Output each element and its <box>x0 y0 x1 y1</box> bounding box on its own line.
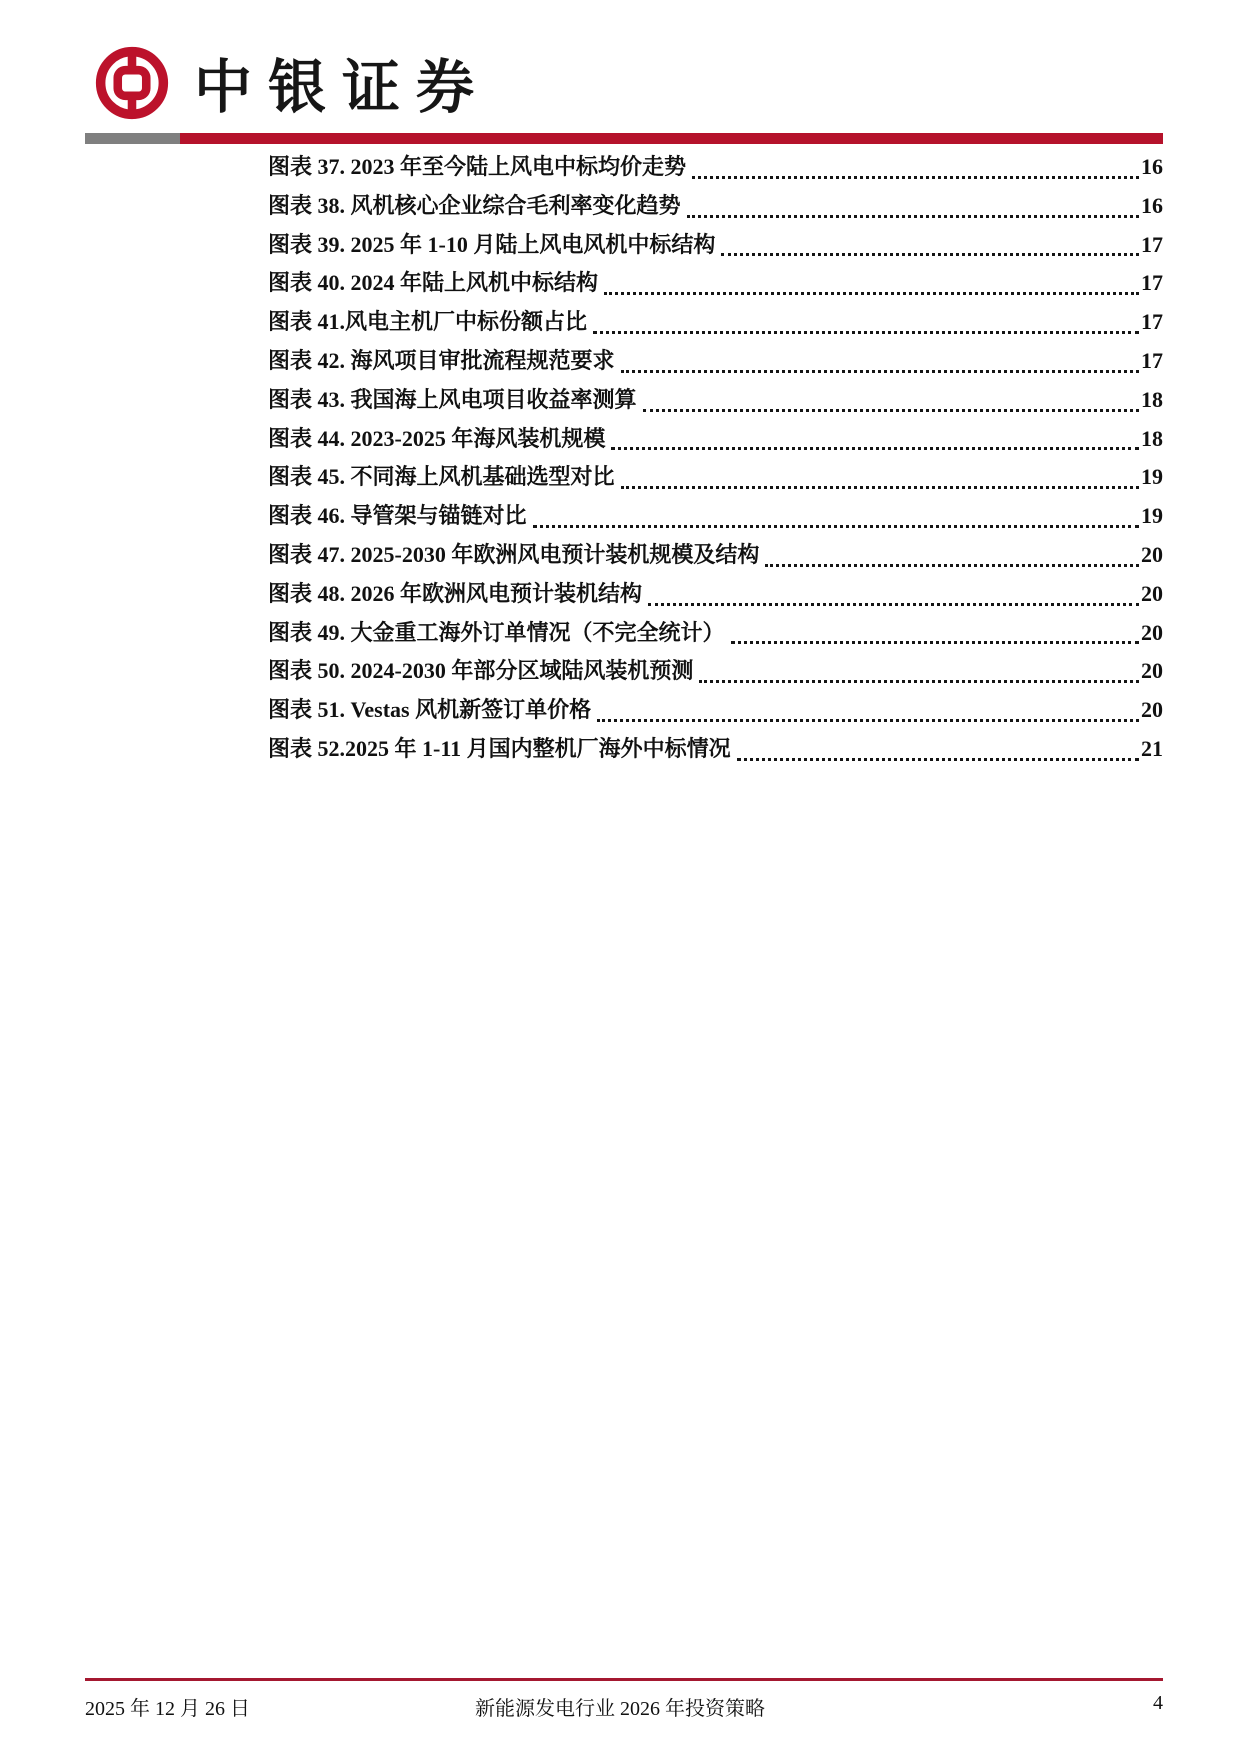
toc-dotted-leader <box>604 292 1139 295</box>
toc-entry-page-number: 18 <box>1141 386 1163 412</box>
toc-entry-label: 图表 47. 2025-2030 年欧洲风电预计装机规模及结构 <box>268 541 760 567</box>
toc-entry-page-number: 17 <box>1141 270 1163 296</box>
toc-entry[interactable] <box>268 652 1163 691</box>
toc-entry-label: 图表 39. 2025 年 1-10 月陆上风电风机中标结构 <box>268 231 716 257</box>
toc-dotted-leader <box>533 525 1139 528</box>
toc-entry[interactable] <box>268 497 1163 536</box>
toc-entry[interactable] <box>268 303 1163 342</box>
toc-entry[interactable] <box>268 226 1163 265</box>
toc-entry[interactable] <box>268 730 1163 769</box>
footer-divider-line <box>85 1678 1163 1681</box>
toc-entry-page-number: 19 <box>1141 503 1163 529</box>
header-divider-bar <box>85 133 1163 144</box>
toc-entry-page-number: 20 <box>1141 658 1163 684</box>
header-bar-gray-segment <box>85 133 180 144</box>
header-bar-red-segment <box>180 133 1163 144</box>
toc-dotted-leader <box>593 331 1139 334</box>
toc-dotted-leader <box>621 486 1139 489</box>
toc-entry-label: 图表 51. Vestas 风机新签订单价格 <box>268 697 592 723</box>
toc-entry-label: 图表 43. 我国海上风电项目收益率测算 <box>268 386 637 412</box>
toc-entry-label: 图表 48. 2026 年欧洲风电预计装机结构 <box>268 580 643 606</box>
toc-entry-page-number: 20 <box>1141 697 1163 723</box>
toc-entry-page-number: 20 <box>1141 619 1163 645</box>
toc-entry[interactable] <box>268 187 1163 226</box>
toc-entry-label: 图表 40. 2024 年陆上风机中标结构 <box>268 270 599 296</box>
toc-entry[interactable] <box>268 458 1163 497</box>
toc-entry[interactable] <box>268 148 1163 187</box>
toc-dotted-leader <box>687 215 1139 218</box>
toc-entry[interactable] <box>268 381 1163 420</box>
toc-entry-label: 图表 44. 2023-2025 年海风装机规模 <box>268 425 606 451</box>
footer-date: 2025 年 12 月 26 日 <box>85 1698 250 1720</box>
toc-entry[interactable] <box>268 342 1163 381</box>
footer-page-number: 4 <box>1153 1692 1163 1714</box>
boc-logo-icon <box>94 45 170 121</box>
toc-entry-page-number: 21 <box>1141 735 1163 761</box>
footer-report-title: 新能源发电行业 2026 年投资策略 <box>475 1698 765 1720</box>
toc-dotted-leader <box>737 758 1139 761</box>
toc-entry-label: 图表 41.风电主机厂中标份额占比 <box>268 309 588 335</box>
toc-entry-page-number: 18 <box>1141 425 1163 451</box>
figure-toc-list <box>268 148 1163 769</box>
toc-entry-label: 图表 45. 不同海上风机基础选型对比 <box>268 464 615 490</box>
toc-entry-label: 图表 42. 海风项目审批流程规范要求 <box>268 347 615 373</box>
toc-entry-page-number: 17 <box>1141 309 1163 335</box>
toc-dotted-leader <box>621 370 1139 373</box>
toc-entry-label: 图表 38. 风机核心企业综合毛利率变化趋势 <box>268 192 681 218</box>
toc-entry-page-number: 19 <box>1141 464 1163 490</box>
toc-dotted-leader <box>692 176 1139 179</box>
toc-dotted-leader <box>643 409 1139 412</box>
toc-entry-label: 图表 37. 2023 年至今陆上风电中标均价走势 <box>268 154 687 179</box>
brand-name: 中银证券 <box>194 55 491 120</box>
toc-entry[interactable] <box>268 536 1163 575</box>
toc-dotted-leader <box>721 253 1139 256</box>
toc-entry[interactable] <box>268 575 1163 614</box>
toc-entry-page-number: 16 <box>1141 192 1163 218</box>
toc-dotted-leader <box>611 447 1139 450</box>
toc-entry-page-number: 20 <box>1141 541 1163 567</box>
toc-dotted-leader <box>731 641 1139 644</box>
toc-entry-page-number: 20 <box>1141 580 1163 606</box>
toc-entry-page-number: 17 <box>1141 347 1163 373</box>
toc-entry[interactable] <box>268 614 1163 653</box>
toc-dotted-leader <box>765 564 1139 567</box>
toc-entry-page-number: 17 <box>1141 231 1163 257</box>
toc-entry-label: 图表 52.2025 年 1-11 月国内整机厂海外中标情况 <box>268 735 731 761</box>
toc-entry-label: 图表 46. 导管架与锚链对比 <box>268 503 527 529</box>
toc-dotted-leader <box>597 719 1139 722</box>
toc-entry-label: 图表 49. 大金重工海外订单情况（不完全统计） <box>268 619 725 645</box>
toc-entry[interactable] <box>268 691 1163 730</box>
toc-entry[interactable] <box>268 420 1163 459</box>
toc-entry-label: 图表 50. 2024-2030 年部分区域陆风装机预测 <box>268 658 694 684</box>
toc-dotted-leader <box>699 680 1139 683</box>
toc-entry-page-number: 16 <box>1141 154 1163 179</box>
toc-entry[interactable] <box>268 264 1163 303</box>
toc-dotted-leader <box>648 603 1139 606</box>
